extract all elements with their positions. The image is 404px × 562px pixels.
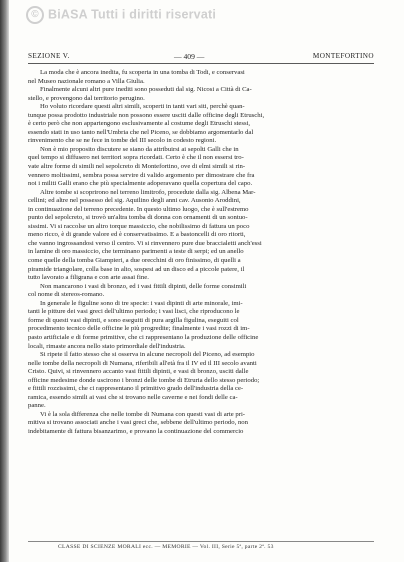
text-line: mitiva si trovano associati anche i vasi greci che, sebbene dell'ultimo periodo, non — [28, 419, 248, 427]
text-line: Cristo. Quivi, si rinvennero accanto vasi fittili dipinti, e vasi di bronzo, usciti dalle — [28, 368, 249, 376]
page-number: — 409 — — [174, 52, 205, 61]
text-line: in continuazione del terreno precedente. In questo ultimo luogo, che è sull'estremo — [28, 205, 249, 213]
text-line: forme di questi vasi dipinti, e sono eseguiti di pura argilla figulina, eseguiti col — [28, 316, 239, 324]
footer-rule — [28, 541, 374, 542]
text-line: stello, e provengono dal territorio perugino. — [28, 94, 145, 102]
body-text — [28, 69, 374, 437]
text-line: Ho voluto ricordare questi altri simili, scoperti in tanti vari siti, perchè quan- — [40, 103, 245, 111]
text-line: sissimi. Vi si raccolse un altro torque massiccio, che nobilissimo di fattura un poco — [28, 222, 250, 230]
text-line: tunque possa prodotto industriale non possono essere usciti dalle officine degli Etruschi, — [28, 111, 265, 119]
text-line: In generale le figuline sono di tre specie: i vasi dipinti di arte minorale, imi- — [40, 299, 243, 307]
text-line: Non mancarono i vasi di bronzo, ed i vasi fittili dipinti, delle forme consimili — [40, 282, 247, 290]
text-line: Non è mio proposito discutere se siano da attribuirsi ai sepolti Galli che in — [40, 145, 239, 153]
text-line: piramide triangolare, colla base in alto, sospesi ad un disco ed a piccole patere, il — [28, 265, 245, 273]
text-line: Finalmente alcuni altri pure inediti sono posseduti dal sig. Nicosi a Città di Ca- — [40, 86, 252, 94]
text-line: procedimento tecnico delle officine le più progredite; finalmente i vasi rozzi di im- — [28, 325, 250, 333]
text-line: è certo però che non appartengono esclusivamente al costume degli Etruschi stessi, — [28, 120, 251, 128]
text-line: officine medesime donde uscirono i bronzi delle tombe di Etruria dello stesso periodo; — [28, 376, 260, 384]
text-line: che vanno ingrossandosi verso il centro. Vi si rinvennero pure due braccialetti anch'essi — [28, 239, 262, 247]
text-line: indebitamente di fattura bisanzarimo, e provano la continuazione del commercio — [28, 427, 244, 435]
text-line: Altre tombe si scoprirono nel terreno limitrofo, procedute dalla sig. Albena Mar- — [40, 188, 256, 196]
text-line: tutto lavorato a filigrana e con arte assai fine. — [28, 274, 149, 282]
text-line: meno ricco, è di grande valore ed è conservatissimo. E a bastoncelli di oro ritorti, — [28, 231, 246, 239]
text-line: Si ripete il fatto stesso che si osserva in alcune necropoli del Piceno, ad esempio — [40, 351, 255, 359]
text-line: panne. — [28, 402, 46, 410]
text-line: e fittili rozzissimi, che ci rappresentano il primitivo grado dell'industria della ce- — [28, 385, 244, 393]
page-footer: CLASSE DI SCIENZE MORALI ecc. — MEMORIE — Vol. III, Serie 5ª, parte 2ª. 53 — [58, 544, 274, 550]
text-line: nelle tombe della necropoli di Numana, riferibili all'età fra il IV ed il III secolo avanti — [28, 359, 257, 367]
header-section: SEZIONE V. — [28, 52, 70, 60]
text-line: ramica, essendo simili ai vasi che si trovano nelle caverne e nei fondi delle ca- — [28, 393, 238, 401]
text-line: in lamine di oro massiccio, che terminano parimenti a teste di serpi; ed un anello — [28, 248, 244, 256]
text-line: rinvenimento che se ne fece in tombe del III secolo in codesto regioni. — [28, 137, 217, 145]
text-line: nel Museo nazionale romano a Villa Giulia. — [28, 77, 145, 85]
text-line: come quelle della tomba Giampieri, a due orecchini di oro finissimo, di quelli a — [28, 257, 241, 265]
text-line: punto del sepolcreto, si trovò un'altra tomba di donna con ornamenti di un sontuo- — [28, 214, 248, 222]
text-line: La moda che è ancora inedita, fu scoperta in una tomba di Todi, e conservasi — [40, 69, 245, 76]
header-title: MONTEFORTINO — [312, 52, 374, 60]
text-line: pasto artificiale e di forme primitive, che ci rappresentano la produzione delle officine — [28, 333, 259, 341]
text-line: vate altre forme di simili nel sepolcreto di Montefortino, ove di elmi simili si rin- — [28, 163, 246, 171]
text-line: vennero moltissimi, sembra possa servire di valido argomento per dimostrare che fra — [28, 171, 255, 179]
text-line: locali, rimaste ancora nello stato primordiale dell'industria. — [28, 342, 186, 350]
text-line: Vi è la sola differenza che nelle tombe di Numana con questi vasi di arte pri- — [40, 410, 246, 418]
watermark — [26, 6, 216, 24]
text-line: quel tempo si diffusero nei territori sopra ricordati. Certo è che il non essersi tro- — [28, 154, 244, 162]
watermark-text: BiASA Tutti i diritti riservati — [48, 7, 217, 22]
text-line: essendo stati in uso tanto nell'Umbria che nel Piceno, se dobbiamo argomentarlo dal — [28, 128, 254, 136]
text-line: col nome di stereos-romano. — [28, 291, 105, 299]
copyright-icon: © — [26, 6, 44, 24]
text-line: tanti le pitture dei vasi greci dell'ultimo periodo; i vasi lisci, che riproducono le — [28, 308, 240, 316]
text-line: noi i militi Galli erano che più specialmente adoperavano quella copertura del capo. — [28, 180, 253, 188]
text-line: cellini; ed altre nel possesso del sig. Aquilino degli anni cav. Ausonio Aroddini, — [28, 197, 241, 205]
page-binding-edge — [0, 0, 9, 562]
header-rule — [28, 63, 374, 64]
